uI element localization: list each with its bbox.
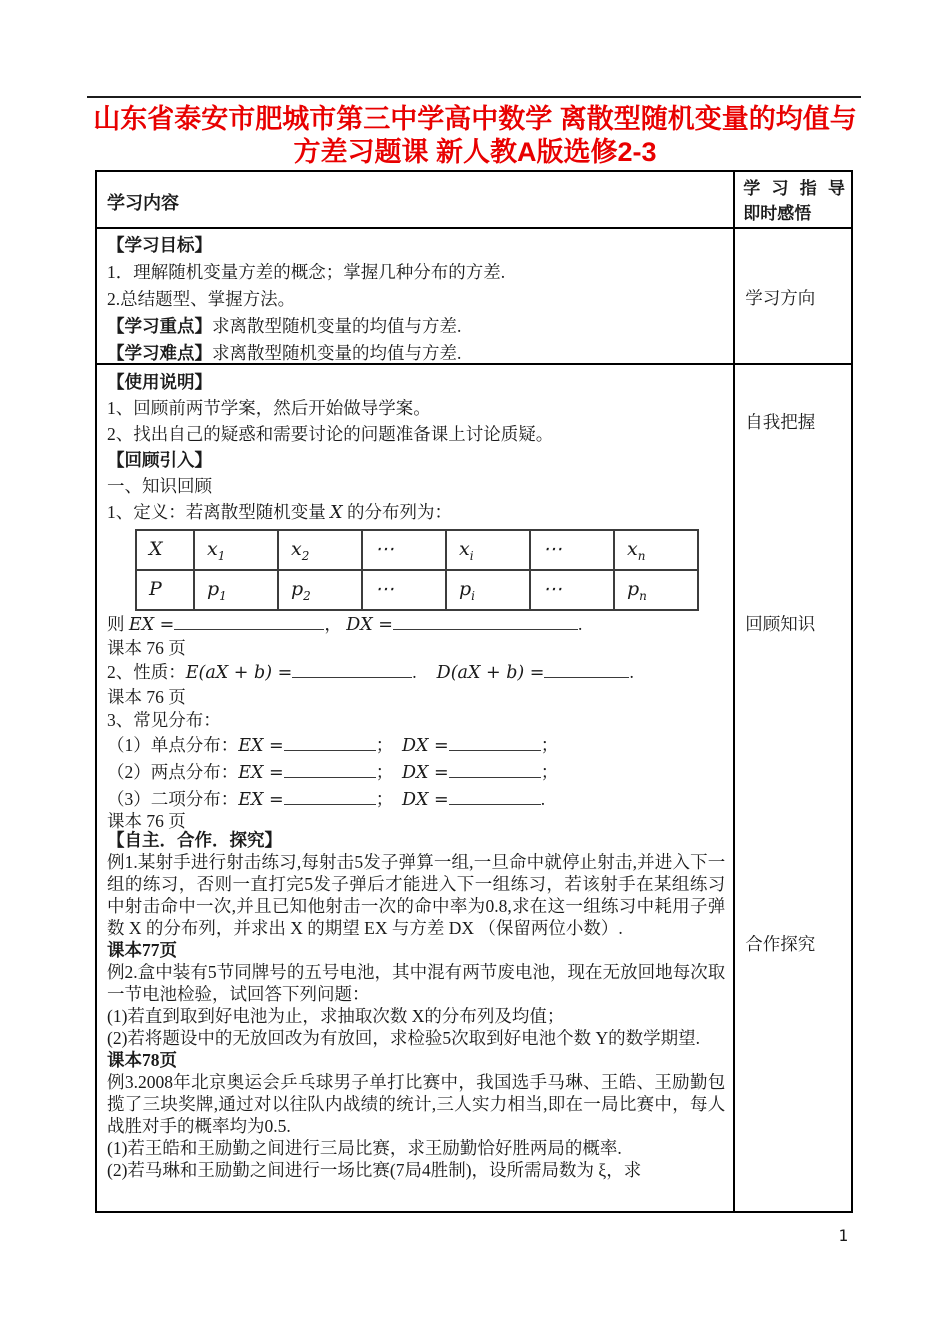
page-title-line2: 方差习题课 新人教A版选修2-3 xyxy=(293,137,657,167)
example-3-question-2: (2)若马琳和王励勤之间进行一场比赛(7局4胜制)，设所需局数为 ξ，求 xyxy=(107,1160,642,1180)
blank-line xyxy=(449,762,541,778)
textbook-ref-2: 课本 76 页 xyxy=(107,687,186,707)
guide-direction-label: 学习方向 xyxy=(745,288,816,308)
then-label: 则 xyxy=(107,614,125,634)
distribution-table xyxy=(135,529,699,611)
textbook-ref-1: 课本 76 页 xyxy=(107,638,186,658)
example-3-intro: 例3.2008年北京奥运会乒乓球男子单打比赛中，我国选手马琳、王皓、王励勤包揽了三块奖牌,通过对以往队内战绩的统计,三人实力相当,即在一局比赛中，每人战胜对手的概率均为0.5. xyxy=(107,1072,726,1136)
difficult-point-line xyxy=(107,340,725,367)
end-dot: . xyxy=(577,614,583,634)
table-header-row xyxy=(97,172,851,229)
goals-item-2: 2.总结题型、掌握方法。 xyxy=(107,289,296,309)
textbook-ref-3: 课本 76 页 xyxy=(107,811,186,831)
blank-line xyxy=(292,662,412,678)
worksheet-table xyxy=(95,170,853,1213)
blank-line xyxy=(284,735,376,751)
blank-line xyxy=(174,614,324,630)
guide-cooperate-label: 合作探究 xyxy=(745,934,816,954)
d-formula: D(aX + b) = xyxy=(436,663,545,683)
properties-line xyxy=(107,660,725,686)
difficult-point-text: 求离散型随机变量的均值与方差. xyxy=(212,343,462,363)
body-row xyxy=(97,365,851,1211)
distribution-table-row-p: P $p_1$ $p_2$ ⋯ $p_i$ ⋯ $p_n$ xyxy=(136,570,698,610)
variable-x: X xyxy=(330,503,343,523)
body-cell xyxy=(97,365,735,1211)
header-content-cell xyxy=(97,172,735,227)
header-content-label: 学习内容 xyxy=(107,192,179,213)
blank-line xyxy=(284,762,376,778)
goals-heading: 【学习目标】 xyxy=(107,235,212,255)
goals-row xyxy=(97,229,851,365)
example-3-question-1: (1)若王皓和王励勤之间进行三局比赛，求王励勤恰好胜两局的概率. xyxy=(107,1138,622,1158)
e-formula: E(aX + b) = xyxy=(185,663,293,683)
distribution-item-3: （3）二项分布：EX = ； DX = . xyxy=(107,789,546,810)
distributions-heading: 3、常见分布： xyxy=(107,710,221,730)
example-2-intro: 例2.盒中装有5节同牌号的五号电池，其中混有两节废电池，现在无放回地每次取一节电池检验，试回答下列问题： xyxy=(107,962,726,1004)
ex-dx-formula-line xyxy=(107,613,725,637)
textbook-ref-78: 课本78页 xyxy=(107,1050,177,1070)
key-point-text: 求离散型随机变量的均值与方差. xyxy=(212,316,462,336)
goals-guide-cell xyxy=(735,229,851,363)
review-heading: 【回顾引入】 xyxy=(107,450,212,470)
body-guide-cell xyxy=(735,365,851,1211)
blank-line xyxy=(449,789,541,805)
page-title-line1: 山东省泰安市肥城市第三中学高中数学 离散型随机变量的均值与 xyxy=(93,104,857,134)
dot: . xyxy=(412,662,417,682)
key-point-label: 【学习重点】 xyxy=(107,316,212,336)
header-guide-line2: 即时感悟 xyxy=(743,204,812,223)
blank-line xyxy=(284,789,376,805)
blank-line xyxy=(544,662,629,678)
ex-label: EX = xyxy=(128,615,175,635)
distribution-item-1: （1）单点分布：EX = ； DX = ； xyxy=(107,735,559,756)
example-2-question-1: (1)若直到取到好电池为止，求抽取次数 X的分布列及均值； xyxy=(107,1006,565,1026)
distribution-item-2: （2）两点分布：EX = ； DX = ； xyxy=(107,762,559,783)
usage-item-1: 1、回顾前两节学案，然后开始做导学案。 xyxy=(107,398,431,418)
guide-self-grasp-label: 自我把握 xyxy=(745,412,816,432)
explore-heading: 【自主．合作．探究】 xyxy=(107,830,282,850)
end-dot: . xyxy=(629,662,634,682)
usage-heading: 【使用说明】 xyxy=(107,372,212,392)
guide-review-knowledge-label: 回顾知识 xyxy=(745,614,816,634)
page-number: 1 xyxy=(838,1226,848,1245)
example-2-question-2: (2)若将题设中的无放回改为有放回，求检验5次取到好电池个数 Y的数学期望. xyxy=(107,1028,701,1048)
textbook-ref-77: 课本77页 xyxy=(107,940,177,960)
page-title xyxy=(0,103,950,169)
goals-cell xyxy=(97,229,735,363)
key-point-line xyxy=(107,313,725,340)
blank-line xyxy=(393,614,578,630)
header-guide-cell xyxy=(735,172,851,227)
definition-line xyxy=(107,499,725,526)
top-rule xyxy=(87,96,861,98)
definition-prefix: 1、定义：若离散型随机变量 xyxy=(107,502,326,522)
definition-suffix: 的分布列为： xyxy=(346,502,452,522)
dx-label: DX = xyxy=(346,615,393,635)
review-subheading: 一、知识回顾 xyxy=(107,476,212,496)
properties-label: 2、性质： xyxy=(107,662,186,682)
goals-item-1: 1．理解随机变量方差的概念；掌握几种分布的方差. xyxy=(107,262,506,282)
distribution-table-row-x: X $x_1$ $x_2$ ⋯ $x_i$ ⋯ $x_n$ xyxy=(136,530,698,570)
usage-item-2: 2、找出自己的疑惑和需要讨论的问题准备课上讨论质疑。 xyxy=(107,424,554,444)
header-guide-line1: 学习指导 xyxy=(743,179,845,198)
separator: ， xyxy=(324,614,342,634)
blank-line xyxy=(449,735,541,751)
example-1-text: 例1.某射手进行射击练习,每射击5发子弹算一组,一旦命中就停止射击,并进入下一组的练习，否则一直打完5发子弹后才能进入下一组练习，若该射手在某组练习中射击命中一次,并且已知他射击一次的命中率为0.8,求在这一组练习中耗用子弹数 X 的分布列，并求出 X 的期望 EX 与方差 DX （保留两位小数）. xyxy=(107,852,726,938)
difficult-point-label: 【学习难点】 xyxy=(107,343,212,363)
